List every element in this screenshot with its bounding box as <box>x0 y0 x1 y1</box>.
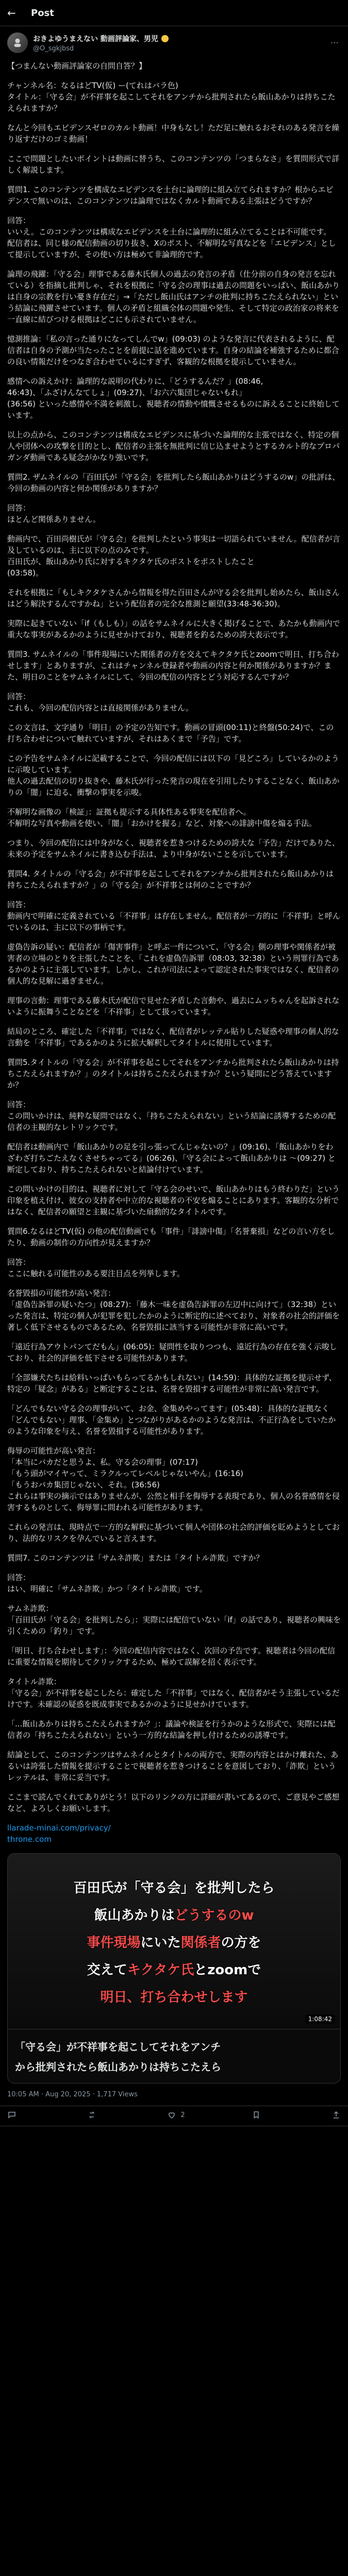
external-link[interactable]: llarade-minai.com/privacy/ throne.com <box>7 1823 111 1844</box>
paragraph: 質問1. このコンテンツを構成なエビデンスを土台に論理的に組み立てられますか？根からエビデンスで無いのは、このコンテンツは論理ではなくカルト動画である主張はどうですか？ <box>7 185 334 206</box>
like-count: 2 <box>180 2111 185 2119</box>
repost-icon <box>87 2110 96 2120</box>
author-names <box>33 33 169 53</box>
video-text-line <box>100 1987 247 2006</box>
bookmark-icon <box>252 2110 261 2120</box>
paragraph: 動画内で、百田尚樹氏が「守る会」を批判したという事実は一切語られていません。配信者が言及しているのは、主に以下の点のみです。 百田氏が、飯山あかり氏に対するキクタケ氏のポストをポストしたこと (03:58)。 <box>7 534 340 578</box>
paragraph: サムネ詐欺： 「百田氏が「守る会」を批判したら」：実際には配信ていない「if」の話であり、視聴者の興味を引くための「釣り」です。 <box>7 1604 341 1636</box>
paragraph: この文言は、文字通り「明日」の予定の告知です。動画の冒頭(00:11)と終盤(50:24)で、この打ち合わせについて触れていますが、それはあくまで「予告」です。 <box>7 723 334 743</box>
heart-icon <box>167 2110 176 2120</box>
paragraph: 質問3. サムネイルの「事件現場にいた関係者の方を交えてキクタケ氏とzoomで明日、打ち合わせします」とありますが、これはチャンネル登録者や動画の内容と何か関係がありますか？また、明日のことをサムネイルにして、今回の配信の内容とどう対応するんですか？ <box>7 650 339 682</box>
paragraph: 回答： ほとんど関係ありません。 <box>7 503 101 524</box>
video-text-segment: の方を <box>221 1935 261 1951</box>
share-icon <box>332 2110 341 2120</box>
paragraph: この予告をサムネイルに記載することで、今回の配信には以下の「見どころ」しているかのように示唆しています。 他人の過去配信の切り抜きや、藤木氏が行った発言の現在を引用したりすることなく、飯山あかりの「闇」に迫る、衝撃の事実を示唆。 <box>7 754 340 797</box>
avatar[interactable] <box>7 32 28 53</box>
post-content <box>0 56 348 1845</box>
video-text-segment: とzoomで <box>194 1962 261 1978</box>
video-text-line <box>73 1877 274 1896</box>
paragraph: 結論として、このコンテンツはサムネイルとタイトルの両方で、実際の内容とはかけ離れた、あるいは誇張した情報を提示することで視聴者を惹きつけることを意図しており、「詐欺」というレッテルは、非常に妥当です。 <box>7 1750 339 1782</box>
paragraph: 質問7. このコンテンツは「サムネ詐欺」または「タイトル詐欺」ですか？ <box>7 1553 264 1563</box>
video-text-segment: 飯山あかりは <box>94 1907 175 1923</box>
media-card[interactable] <box>7 1853 341 2083</box>
like-action[interactable] <box>167 2110 185 2120</box>
more-options-icon[interactable]: ⋯ <box>330 38 339 47</box>
paragraph: 回答： 動画内で明確に定義されている「不祥事」は存在しません。配信者が一方的に「不祥事」と呼んでいるのは、主に以下の事柄です。 <box>7 900 340 932</box>
paragraph: なんと今回もエビデンスゼロのカルト動画！中身もなし！ただ足に触れるおそれのある発言を繰り返すだけのゴミ動画！ <box>7 123 340 144</box>
video-text-segment: キクタケ氏 <box>127 1962 194 1978</box>
video-duration: 1:08:42 <box>305 2014 335 2024</box>
paragraph: 論理の飛躍：「守る会」理事である藤木氏個人の過去の発言の矛盾（仕分前の自身の発言を忘れている）を指摘し批判しゃ、それを根拠に「守る会の理事は過去の問題をいっぱい、飯山あかりは自身の宗教を行い憂き存在だ」→「ただし飯山氏はアンチの批判に持ちこたえられない」という結論に飛躍させています。個人の矛盾と組織全体の問題や発生、そして特定の政治家の将来を一直線に結びつける根拠はどこにも示されていません。 <box>7 269 340 324</box>
media-caption <box>8 2029 340 2083</box>
author-row <box>0 26 348 56</box>
paragraph: 回答： はい、明確に「サムネ詐欺」かつ「タイトル詐欺」です。 <box>7 1573 207 1594</box>
paragraph: 以上の点から、このコンテンツは構成なエビデンスに基づいた論理的な主張ではなく、特定の個人や団体への攻撃を目的とし、配信者の主張を無批判に信じ込ませようとするカルト的なプロパガンダ動画である疑念がかなり強いです。 <box>7 430 340 462</box>
paragraph: 理事の言動：理事である藤木氏が配信で見せた矛盾した言動や、過去にムッちゃんを起訴されないように振舞うことなどを「不祥事」として扱っています。 <box>7 996 340 1016</box>
paragraph: 結局のところ、確定した「不祥事」ではなく、配信者がレッテル貼りした疑惑や理事の個人的な言動を「不祥事」であるかのように拡大解釈してタイトルに使用しています。 <box>7 1027 339 1047</box>
video-text-line <box>87 1959 261 1978</box>
paragraph: ここで問題としたいポイントは動画に替うち、このコンテンツの「つまらなさ」を質問形式で詳しく解説します。 <box>7 154 340 175</box>
video-text-segment: 百田氏が「守る会」を批判したら <box>73 1880 275 1896</box>
paragraph: 回答： これも、今回の配信内容とは直接関係がありません。 <box>7 692 193 713</box>
paragraph: 「遠近行為アウトパンてだもん」(06:05)：疑問性を取りつつも、遠近行為の存在を強く示唆しており、社会的評価を低下させる可能性があります。 <box>7 1342 337 1363</box>
paragraph: この問いかけの目的は、視聴者に対して「守る会のせいで、飯山あかりはもう終わりだ」という印象を植え付け、彼女の支持者や中立的な視聴者の不安を煽ることにあります。客観的な分析ではなく、配信者の願望と主観に基づいた扇動的なタイトルです。 <box>7 1184 340 1216</box>
repost-action[interactable] <box>87 2110 101 2120</box>
page-title: Post <box>31 7 54 19</box>
caption-line: 「守る会」が不祥事を起こしてそれをアンチ <box>15 2041 221 2053</box>
actions-bar <box>0 2106 348 2126</box>
paragraph: タイトル詐欺： 「守る会」が不祥事を起こしたら：確定した「不祥事」ではなく、配信者がそう主張しているだけです。未確認の疑惑を既成事実であるかのように見せかけています。 <box>7 1677 340 1709</box>
reply-action[interactable] <box>7 2110 21 2120</box>
user-icon <box>12 37 23 48</box>
paragraph: 「全部嫌犬たちは給料いっぱいもらってるかもしれない」(14:59)：具体的な証拠を提示せず、特定の「疑念」がある」と断定することは、名誉を毀損する可能性が非常に高い発言です。 <box>7 1373 337 1394</box>
video-text-segment: 関係者 <box>180 1935 221 1951</box>
paragraph: それを根拠に「もしキクタケさんから情報を得た百田さんが守る会を批判し始めたら、飯山さんはどう解決するんですかね」という配信者の完全な推測と願望(33:48-36:30)。 <box>7 588 340 608</box>
paragraph: 質問2. ザムネイルの「百田氏が「守る会」を批判したら飯山あかりはどうするのw」の批評は、今回の動画の内容と何か関係がありますか？ <box>7 472 340 493</box>
post-meta <box>0 2083 348 2106</box>
video-text-segment: 事件現場 <box>87 1935 141 1951</box>
video-text-segment: 交えて <box>87 1962 127 1978</box>
user-handle[interactable]: @O_sgkjbsd <box>33 44 74 53</box>
display-name-row[interactable] <box>33 33 169 44</box>
paragraph: 「明日、打ち合わせします」：今回の配信内容ではなく、次回の予告です。視聴者は今回の配信に重要な情報を期待してクリックするため、極めて誤解を招く表示です。 <box>7 1646 336 1667</box>
video-player[interactable] <box>8 1854 340 2029</box>
back-arrow-icon[interactable]: ← <box>7 7 16 19</box>
share-action[interactable] <box>332 2110 341 2120</box>
video-text-segment: どうするのw <box>174 1907 254 1923</box>
paragraph: 「どんでもない守る会の理事がいて、お金、金集めやってます」(05:48)：具体的な証拠なく「どんでもない」理事、「金集め」とつながりがあるかのような発言は、不正行為をしていたかのような印象を与え、名誉を毀損する可能性があります。 <box>7 1404 336 1436</box>
display-name[interactable]: おきよゆうまえない 動画評論家、男児 <box>33 35 158 43</box>
paragraph: 実際に起きていない「if（もしも）」の話をサムネイルに大きく掲げることで、あたかも動画内で重大な事実があるかのように見せかけており、視聴者を釣るための誇大表示です。 <box>7 619 340 639</box>
paragraph: 感情への訴えかけ：論理的な説明の代わりに、「どうするんだ？」(08:46, 46:43)、「ふざけんなてしょ」(09:27)、「お六六集団じゃないもれ」 (36:56) といった感情や不満を刺激し、視聴者の情動や憤慨させるものに訴えることに終始しています。 <box>7 377 340 420</box>
paragraph: 回答： いいえ。このコンテンツは構成なエビデンスを土台に論理的に組み立てることは不可能です。 配信者は、同じ様の配信動画の切り抜き、Xのポスト、不解明な写真などを「エビデンス」として提示していますが、その使い方は極めて非論理的です。 <box>7 216 336 259</box>
top-bar <box>0 0 348 26</box>
paragraph: 【つまんない動画評論家の自問自答？】 <box>7 61 147 71</box>
caption-line: から批判されたら飯山あかりは持ちこたえら <box>15 2061 221 2073</box>
paragraph: つまり、今回の配信には中身がなく、視聴者を惹きつけるための誇大な「予告」だけでありた、未来の予定をサムネイルに書き込む手法は、より中身がないことを示しています。 <box>7 838 340 859</box>
paragraph: 配信者は動画内で「飯山あかりの足を引っ張ってんじゃないの？」(09:16)、「飯山あかりをわざわざ打ちごたえなくさせちゃってる」(06:26)、「守る会によって飯山あかりは ～(09:27) と断定しており、持ちこたえられないと結論付けています。 <box>7 1142 336 1174</box>
paragraph: 回答： この問いかけは、純粋な疑問ではなく、「持ちこたえられない」という結論に誘導するための配信者の主観的なレトリックです。 <box>7 1100 336 1132</box>
video-text-segment: 明日、打ち合わせします <box>100 1989 248 2005</box>
video-text-line <box>87 1932 261 1951</box>
bookmark-action[interactable] <box>252 2110 265 2120</box>
video-text-segment: にいた <box>140 1935 181 1951</box>
reply-icon <box>7 2110 16 2120</box>
paragraph: チャンネル名：なるはどTV(仮) ー(てれはバラ色) タイトル：「守る会」が不祥事を起こしてそれをアンチから批判されたら飯山あかりは持ちこたえられますか？ <box>7 81 336 113</box>
paragraph: 憶測推論：「私の言った通りになってしんでw」(09:03) のような発言に代表されるように、配信者は自身の予測が当たったことを前提に話を進めています。自身の結論を補強するために都合の良い情報だけをつなぎ合わせているにすぎず、客観的な根拠を提示していません。 <box>7 334 339 366</box>
paragraph: これらの発言は、現時点で一方的な解釈に基づいて個人や団体の社会的評価を貶めようとしており、法的なリスクを孕んでいると言えます。 <box>7 1522 340 1543</box>
paragraph: 虚偽告訴の疑い：配信者が「傷害事件」と呼ぶ一件について、「守る会」側の理事や関係者が被害者の立場のとりを主張したことを、「これを虚偽告訴罪（08:03, 32:38）という刑罪行為であるかのように主張しています。しかし、これが司法によって認定された事実ではなく、配信者の個人的な見解に過ぎません。 <box>7 942 339 986</box>
paragraph: 質問4. タイトルの「守る会」が不祥事を起こしてそれをアンチから批判されたら飯山あかりは持ちこたえられますか？」の「守る会」が不祥事とは何のことですか？ <box>7 869 334 890</box>
video-text-line <box>94 1905 254 1924</box>
paragraph: 名誉毀損の可能性が高い発言： 「虚偽告訴罪の疑いたつ」(08:27)：「藤木一味を虚偽告訴罪の左辺中に向けて」（32:38）といった発言は、特定の個人が犯罪を犯したかのように断定的に述べており、対象者の社会的評価を著しく低下させるものであるため、名誉毀損に該当する可能性が非常に高いです。 <box>7 1289 340 1332</box>
paragraph: 「...飯山あかりは持ちこたえられますか？」：議論や検証を行うかのような形式で、実際には配信者の「持ちこたえられない」という一方的な結論を押し付けるための誘導です。 <box>7 1719 336 1740</box>
timestamp-and-views: 10:05 AM · Aug 20, 2025 · 1,717 Views <box>7 2091 138 2098</box>
paragraph: 質問5.タイトルの「守る会」が不祥事を起こしてそれをアンチから批判されたら飯山あかりは持ちこたえられますか？」のタイトルは持ちこたえられますか？という疑問にどう答えていますか？ <box>7 1058 339 1090</box>
paragraph: 不解明な画像の「検証」：証拠も提示する具体性ある事実を配信者へ。 不解明な写真や動画を使い、「闇」「おかけを握る」など、対象への誹謗中傷を煽る手法。 <box>7 807 317 828</box>
paragraph: ここまで読んでくれてありがとう！以下のリンクの方に詳細が書いてあるので、ご意見やご感想など、よろしくお願いします。 <box>7 1792 340 1813</box>
paragraph: 回答： ここに触れる可能性のある要注目点を列挙します。 <box>7 1258 185 1278</box>
verified-badge-icon <box>161 35 169 42</box>
paragraph: 侮辱の可能性が高い発言： 「本当にバカだと思うよ、私。守る会の理事」(07:17) 「もう頭がマイヤって、ミラクルってレベルじゃないやん」(16:16) 「もうおバカ集団じゃない、それ。(36:56) これらは事実の摘示ではありませんが、公然と相手を侮辱する表現であり、個人の名誉感情を侵害するものとして、侮辱罪に問われる可能性があります。 <box>7 1446 340 1512</box>
paragraph: 質問6.なるはどTV(仮) の他の配信動画でも「事件」「誹謗中傷」「名誉棄損」などの言い方をしたり、動画の制作の方向性が見えますか？ <box>7 1227 335 1247</box>
